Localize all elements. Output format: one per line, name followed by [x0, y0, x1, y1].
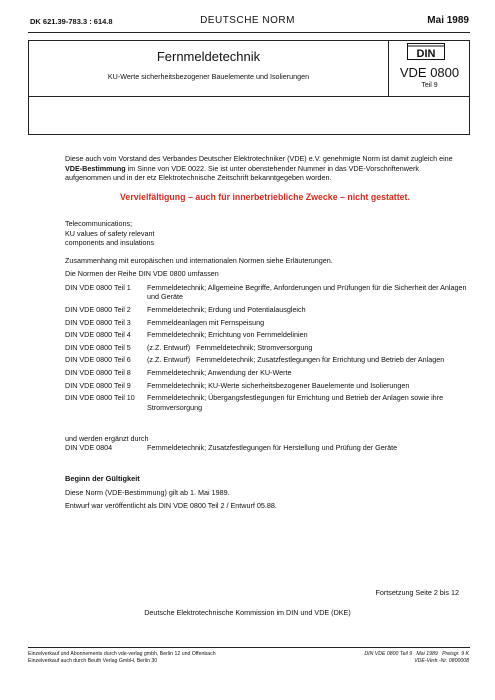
english-title-line: components and insulations [65, 238, 155, 248]
list-item [65, 318, 470, 327]
relation-note: Zusammenhang mit europäischen und internationalen Normen siehe Erläuterungen. [65, 256, 333, 265]
part-label: DIN VDE 0800 Teil 3 [65, 317, 131, 327]
part-text: Fernmeldetechnik; Errichtung von Fernmeldelinien [147, 330, 308, 340]
list-item [65, 393, 470, 412]
list-item [65, 305, 470, 314]
draft-line: Entwurf war veröffentlicht als DIN VDE 0800 Teil 2 / Entwurf 05.88. [65, 501, 277, 510]
standard-type: DEUTSCHE NORM [200, 15, 295, 26]
part-label: DIN VDE 0800 Teil 10 [65, 393, 135, 403]
part-label: DIN VDE 0800 Teil 1 [65, 283, 131, 292]
supplement-text: Fernmeldetechnik; Zusatzfestlegungen für Herstellung und Prüfung der Geräte [147, 443, 398, 452]
intro-text-2: im Sinne von VDE 0022. Sie ist unter obenstehender Nummer in das VDE-Vorschriftenwerk aufgenommen und in der etz Elektrotechnische Zeitschrift bekanntgegeben worden. [65, 163, 419, 182]
parts-list [65, 283, 470, 415]
supplement-item [65, 443, 470, 452]
footer-text: DIN VDE 0800 Teil 9 Mai 1989 Preisgr. 9 K [364, 651, 469, 657]
list-item [65, 368, 470, 377]
list-item [65, 381, 470, 390]
supplement-intro: und werden ergänzt durch [65, 434, 149, 443]
footer-text: VDE-Vertr.-Nr. 0800008 [414, 657, 469, 664]
copy-warning: Vervielfältigung – auch für innerbetriebliche Zwecke – nicht gestattet. [120, 192, 410, 202]
commission-name: Deutsche Elektrotechnische Kommission im DIN und VDE (DKE) [144, 608, 351, 617]
english-title-line: KU values of safety relevant [65, 228, 155, 238]
intro-paragraph [65, 154, 465, 183]
blank-frame [28, 97, 470, 135]
validity-heading: Beginn der Gültigkeit [65, 474, 140, 483]
part-label: DIN VDE 0800 Teil 9 [65, 380, 131, 390]
list-item [65, 330, 470, 339]
part-text: (z.Z. Entwurf) Fernmeldetechnik; Zusatzfestlegungen für Errichtung und Betrieb der Anlagen [147, 355, 445, 365]
document-title: Fernmeldetechnik [156, 49, 261, 64]
part-number: Teil 9 [421, 82, 438, 89]
header-rule [28, 32, 470, 33]
part-text: Fernmeldeanlagen mit Fernspeisung [147, 317, 265, 327]
list-item [65, 355, 470, 364]
intro-text-1: Diese auch vom Vorstand des Verbandes Deutscher Elektrotechniker (VDE) e.V. genehmigte Norm ist damit zugleich eine [65, 154, 453, 163]
din-logo [407, 43, 445, 60]
series-intro: Die Normen der Reihe DIN VDE 0800 umfassen [65, 269, 219, 278]
part-text: (z.Z. Entwurf) Fernmeldetechnik; Stromversorgung [147, 342, 313, 352]
footer-text: Einzelverkauf und Abonnements durch vde-verlag gmbh, Berlin 12 und Offenbach [28, 651, 216, 657]
part-label: DIN VDE 0800 Teil 6 [65, 355, 131, 365]
publication-date: Mai 1989 [427, 15, 469, 26]
footer-reference [364, 651, 469, 665]
part-label: DIN VDE 0800 Teil 4 [65, 330, 131, 340]
english-title-line: Telecommunications; [65, 219, 133, 228]
english-title [65, 219, 155, 248]
footer-text: Einzelverkauf auch durch Beuth Verlag GmbH, Berlin 30 [28, 657, 158, 664]
list-item [65, 283, 470, 302]
classification-code: DK 621.39-783.3 : 614.8 [30, 17, 113, 26]
list-item [65, 343, 470, 352]
part-text: Fernmeldetechnik; Übergangsfestlegungen für Errichtung und Betrieb der Anlagen sowie ihre Stromversorgung [147, 393, 444, 412]
part-label: DIN VDE 0800 Teil 8 [65, 367, 131, 377]
validity-line: Diese Norm (VDE-Bestimmung) gilt ab 1. Mai 1989. [65, 488, 230, 497]
part-label: DIN VDE 0800 Teil 5 [65, 342, 131, 352]
standard-number: VDE 0800 [399, 65, 460, 80]
part-text: Fernmeldetechnik; Anwendung der KU-Werte [147, 367, 292, 377]
footer-rule [28, 647, 470, 648]
part-label: DIN VDE 0800 Teil 2 [65, 305, 131, 314]
part-text: Fernmeldetechnik; Allgemeine Begriffe, Anforderungen und Prüfungen für die Sicherheit der Anlagen und Geräte [147, 283, 467, 302]
part-text: Fernmeldetechnik; Erdung und Potentialausgleich [147, 305, 306, 314]
document-subtitle: KU-Werte sicherheitsbezogener Bauelemente und Isolierungen [107, 72, 310, 81]
din-logo-text: DIN [416, 48, 436, 60]
supplement-label: DIN VDE 0804 [65, 443, 113, 452]
intro-bold: VDE-Bestimmung [65, 163, 126, 173]
footer-distribution [28, 651, 216, 665]
part-text: Fernmeldetechnik; KU-Werte sicherheitsbezogener Bauelemente und Isolierungen [147, 380, 410, 390]
continuation-note: Fortsetzung Seite 2 bis 12 [375, 588, 459, 597]
